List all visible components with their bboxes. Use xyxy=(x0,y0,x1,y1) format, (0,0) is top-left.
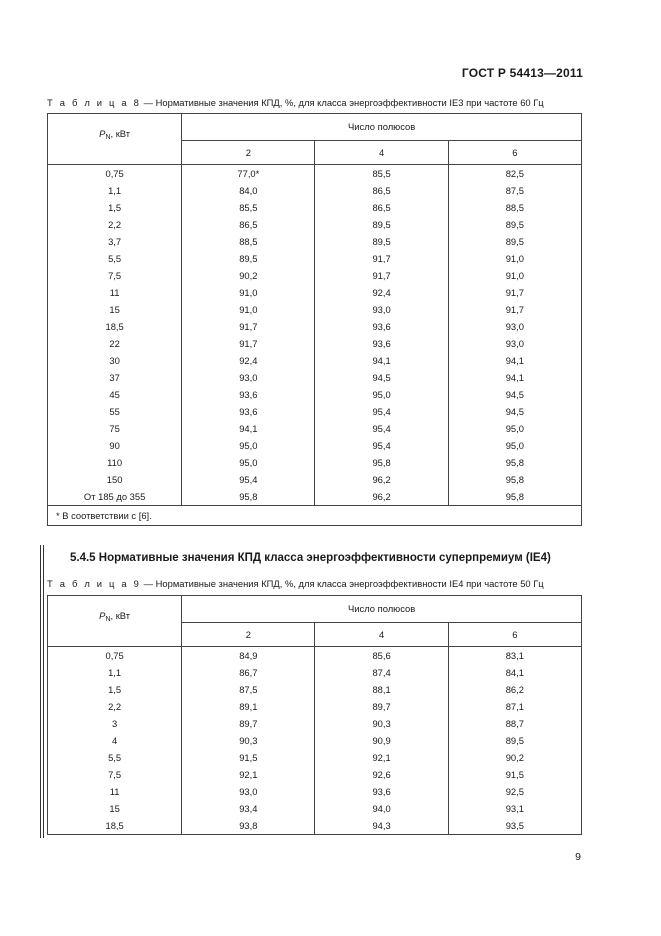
efficiency-cell: 91,0 xyxy=(182,284,315,301)
efficiency-cell: 95,4 xyxy=(182,471,315,488)
power-cell: 3 xyxy=(48,715,182,732)
table-8-pole-2: 2 xyxy=(182,140,315,164)
efficiency-cell: 77,0* xyxy=(182,165,315,183)
efficiency-cell: 86,5 xyxy=(315,182,448,199)
efficiency-cell: 93,6 xyxy=(315,335,448,352)
efficiency-cell: 89,1 xyxy=(182,698,315,715)
section-heading: 5.4.5 Нормативные значения КПД класса энергоэффективности суперпремиум (IE4) xyxy=(70,552,551,564)
efficiency-cell: 88,7 xyxy=(448,715,581,732)
power-cell: 110 xyxy=(48,454,182,471)
efficiency-cell: 94,1 xyxy=(448,352,581,369)
table-row xyxy=(48,488,582,506)
efficiency-cell: 91,7 xyxy=(315,267,448,284)
efficiency-cell: 95,0 xyxy=(315,386,448,403)
efficiency-cell: 88,5 xyxy=(182,233,315,250)
table-row xyxy=(48,182,582,199)
power-cell: 18,5 xyxy=(48,817,182,835)
efficiency-cell: 91,7 xyxy=(182,335,315,352)
table-9-pole-4: 4 xyxy=(315,622,448,646)
efficiency-cell: 92,6 xyxy=(315,766,448,783)
power-cell: 1,1 xyxy=(48,182,182,199)
table-row xyxy=(48,318,582,335)
table-row xyxy=(48,199,582,216)
table-row xyxy=(48,471,582,488)
power-cell: 5,5 xyxy=(48,749,182,766)
efficiency-cell: 95,8 xyxy=(315,454,448,471)
efficiency-cell: 92,4 xyxy=(182,352,315,369)
table-8-caption xyxy=(47,97,544,108)
power-cell: 55 xyxy=(48,403,182,420)
efficiency-cell: 95,0 xyxy=(182,454,315,471)
efficiency-cell: 89,7 xyxy=(182,715,315,732)
table-row xyxy=(48,369,582,386)
document-id: ГОСТ Р 54413—2011 xyxy=(461,66,583,80)
table-9-pole-2: 2 xyxy=(182,622,315,646)
efficiency-cell: 89,5 xyxy=(315,233,448,250)
power-cell: 11 xyxy=(48,284,182,301)
efficiency-cell: 92,1 xyxy=(315,749,448,766)
efficiency-cell: 82,5 xyxy=(448,165,581,183)
power-cell: 5,5 xyxy=(48,250,182,267)
table-9-caption-text: — Нормативные значения КПД, %, для класса энергоэффективности IE4 при частоте 50 Гц xyxy=(141,578,544,589)
table-row xyxy=(48,817,582,835)
efficiency-cell: 89,5 xyxy=(448,233,581,250)
efficiency-cell: 92,1 xyxy=(182,766,315,783)
efficiency-cell: 93,6 xyxy=(315,318,448,335)
efficiency-cell: 93,4 xyxy=(182,800,315,817)
efficiency-cell: 84,1 xyxy=(448,664,581,681)
efficiency-cell: 86,2 xyxy=(448,681,581,698)
power-cell: 1,5 xyxy=(48,199,182,216)
table-row xyxy=(48,664,582,681)
efficiency-cell: 84,9 xyxy=(182,647,315,665)
efficiency-cell: 93,5 xyxy=(448,817,581,835)
table-row xyxy=(48,284,582,301)
table-row xyxy=(48,647,582,665)
power-cell: 22 xyxy=(48,335,182,352)
power-cell: 7,5 xyxy=(48,766,182,783)
efficiency-cell: 95,8 xyxy=(448,471,581,488)
efficiency-cell: 93,0 xyxy=(182,369,315,386)
efficiency-cell: 83,1 xyxy=(448,647,581,665)
table-row xyxy=(48,386,582,403)
efficiency-cell: 93,0 xyxy=(182,783,315,800)
efficiency-cell: 87,5 xyxy=(448,182,581,199)
efficiency-cell: 85,6 xyxy=(315,647,448,665)
table-row xyxy=(48,454,582,471)
efficiency-cell: 87,5 xyxy=(182,681,315,698)
power-cell: 15 xyxy=(48,800,182,817)
efficiency-cell: 96,2 xyxy=(315,488,448,506)
table-row xyxy=(48,420,582,437)
efficiency-cell: 87,1 xyxy=(448,698,581,715)
table-9-pole-6: 6 xyxy=(448,622,581,646)
power-cell: 11 xyxy=(48,783,182,800)
efficiency-cell: 94,1 xyxy=(315,352,448,369)
table-row xyxy=(48,437,582,454)
efficiency-cell: 89,5 xyxy=(315,216,448,233)
efficiency-cell: 93,1 xyxy=(448,800,581,817)
efficiency-cell: 90,2 xyxy=(182,267,315,284)
efficiency-cell: 86,5 xyxy=(182,216,315,233)
efficiency-cell: 89,5 xyxy=(448,216,581,233)
power-cell: 7,5 xyxy=(48,267,182,284)
efficiency-cell: 90,2 xyxy=(448,749,581,766)
efficiency-cell: 88,5 xyxy=(448,199,581,216)
table-row xyxy=(48,216,582,233)
efficiency-cell: 95,4 xyxy=(315,403,448,420)
efficiency-cell: 94,5 xyxy=(448,403,581,420)
table-row xyxy=(48,335,582,352)
table-8-power-header: $P_N$, кВт xyxy=(48,114,182,165)
efficiency-cell: 93,0 xyxy=(448,335,581,352)
power-cell: 150 xyxy=(48,471,182,488)
efficiency-cell: 84,0 xyxy=(182,182,315,199)
table-8 xyxy=(47,113,582,526)
table-row xyxy=(48,165,582,183)
efficiency-cell: 95,0 xyxy=(448,437,581,454)
efficiency-cell: 94,1 xyxy=(182,420,315,437)
table-row xyxy=(48,233,582,250)
efficiency-cell: 93,6 xyxy=(182,403,315,420)
efficiency-cell: 91,5 xyxy=(182,749,315,766)
efficiency-cell: 95,8 xyxy=(448,454,581,471)
power-cell: 1,5 xyxy=(48,681,182,698)
table-9-poles-header: Число полюсов xyxy=(182,596,582,623)
revision-bar-inner xyxy=(43,545,44,838)
power-cell: 18,5 xyxy=(48,318,182,335)
efficiency-cell: 87,4 xyxy=(315,664,448,681)
efficiency-cell: 93,8 xyxy=(182,817,315,835)
efficiency-cell: 93,6 xyxy=(315,783,448,800)
table-9-label: Т а б л и ц а 9 xyxy=(47,578,142,589)
table-row xyxy=(48,250,582,267)
efficiency-cell: 91,0 xyxy=(182,301,315,318)
efficiency-cell: 95,4 xyxy=(315,420,448,437)
table-8-caption-text: — Нормативные значения КПД, %, для класса энергоэффективности IE3 при частоте 60 Гц xyxy=(141,97,544,108)
efficiency-cell: 91,5 xyxy=(448,766,581,783)
efficiency-cell: 91,7 xyxy=(448,301,581,318)
page-number: 9 xyxy=(575,851,581,863)
revision-bar xyxy=(40,545,41,838)
efficiency-cell: 95,8 xyxy=(182,488,315,506)
table-row xyxy=(48,352,582,369)
power-cell: 3,7 xyxy=(48,233,182,250)
table-8-pole-6: 6 xyxy=(448,140,581,164)
table-row xyxy=(48,766,582,783)
efficiency-cell: 91,0 xyxy=(448,250,581,267)
efficiency-cell: 86,7 xyxy=(182,664,315,681)
table-row xyxy=(48,783,582,800)
efficiency-cell: 94,5 xyxy=(448,386,581,403)
power-cell: 37 xyxy=(48,369,182,386)
power-cell: 1,1 xyxy=(48,664,182,681)
efficiency-cell: 89,5 xyxy=(448,732,581,749)
table-8-footnote: * В соответствии с [6]. xyxy=(48,506,582,526)
efficiency-cell: 91,7 xyxy=(182,318,315,335)
efficiency-cell: 92,5 xyxy=(448,783,581,800)
table-8-label: Т а б л и ц а 8 xyxy=(47,97,142,108)
efficiency-cell: 89,7 xyxy=(315,698,448,715)
table-row xyxy=(48,267,582,284)
efficiency-cell: 91,7 xyxy=(315,250,448,267)
efficiency-cell: 94,1 xyxy=(448,369,581,386)
table-9 xyxy=(47,595,582,835)
table-9-caption xyxy=(47,578,544,589)
efficiency-cell: 95,0 xyxy=(448,420,581,437)
efficiency-cell: 93,0 xyxy=(315,301,448,318)
table-row xyxy=(48,301,582,318)
table-row xyxy=(48,800,582,817)
table-row xyxy=(48,715,582,732)
table-row xyxy=(48,749,582,766)
table-row xyxy=(48,403,582,420)
efficiency-cell: 95,0 xyxy=(182,437,315,454)
efficiency-cell: 89,5 xyxy=(182,250,315,267)
power-cell: 75 xyxy=(48,420,182,437)
efficiency-cell: 85,5 xyxy=(315,165,448,183)
efficiency-cell: 92,4 xyxy=(315,284,448,301)
efficiency-cell: 96,2 xyxy=(315,471,448,488)
efficiency-cell: 93,0 xyxy=(448,318,581,335)
efficiency-cell: 93,6 xyxy=(182,386,315,403)
efficiency-cell: 94,3 xyxy=(315,817,448,835)
power-cell: 0,75 xyxy=(48,647,182,665)
efficiency-cell: 94,0 xyxy=(315,800,448,817)
table-8-poles-header: Число полюсов xyxy=(182,114,582,141)
table-row xyxy=(48,698,582,715)
efficiency-cell: 88,1 xyxy=(315,681,448,698)
power-cell: 0,75 xyxy=(48,165,182,183)
efficiency-cell: 91,0 xyxy=(448,267,581,284)
efficiency-cell: 95,8 xyxy=(448,488,581,506)
efficiency-cell: 85,5 xyxy=(182,199,315,216)
table-row xyxy=(48,732,582,749)
power-cell: 45 xyxy=(48,386,182,403)
table-row xyxy=(48,681,582,698)
efficiency-cell: 90,3 xyxy=(315,715,448,732)
efficiency-cell: 94,5 xyxy=(315,369,448,386)
power-cell: 2,2 xyxy=(48,698,182,715)
efficiency-cell: 86,5 xyxy=(315,199,448,216)
efficiency-cell: 91,7 xyxy=(448,284,581,301)
power-cell: 90 xyxy=(48,437,182,454)
power-cell: 15 xyxy=(48,301,182,318)
table-9-power-header: $P_N$, кВт xyxy=(48,596,182,647)
efficiency-cell: 95,4 xyxy=(315,437,448,454)
power-cell: От 185 до 355 xyxy=(48,488,182,506)
power-cell: 2,2 xyxy=(48,216,182,233)
efficiency-cell: 90,9 xyxy=(315,732,448,749)
efficiency-cell: 90,3 xyxy=(182,732,315,749)
table-8-pole-4: 4 xyxy=(315,140,448,164)
power-cell: 30 xyxy=(48,352,182,369)
power-cell: 4 xyxy=(48,732,182,749)
